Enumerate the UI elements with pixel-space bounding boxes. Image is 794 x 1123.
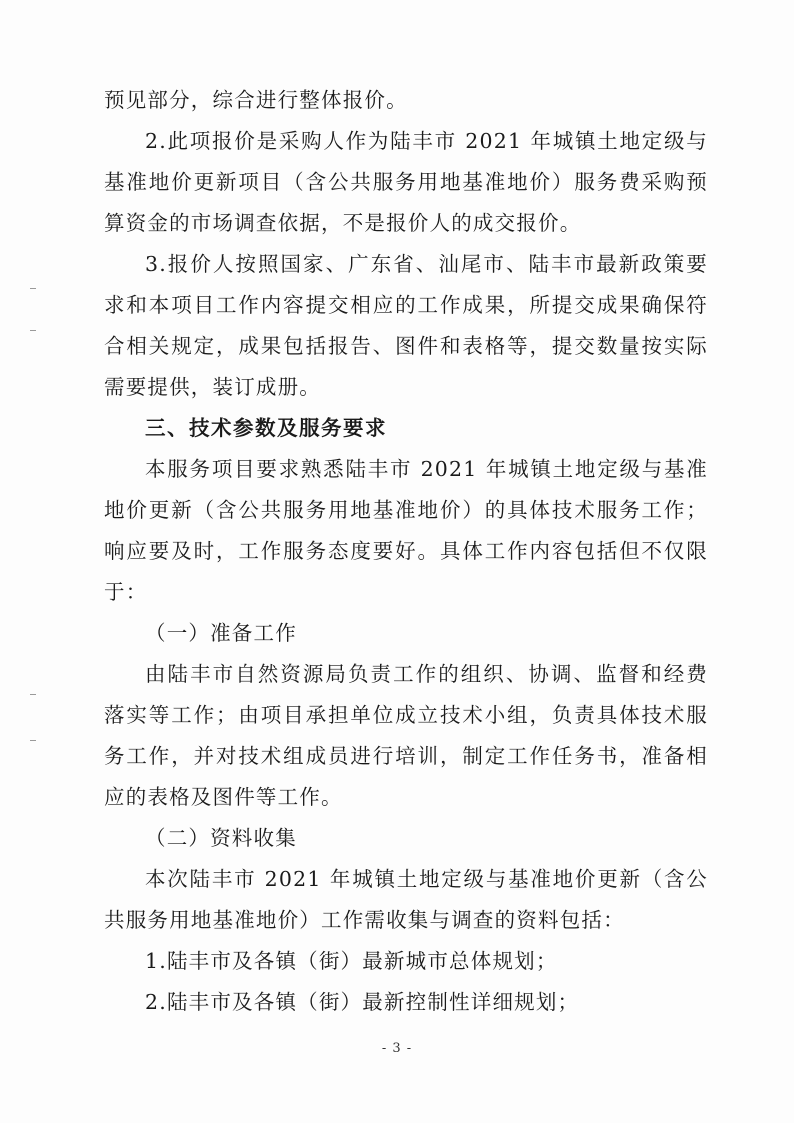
subsection-text-preparation: 由陆丰市自然资源局负责工作的组织、协调、监督和经费落实等工作；由项目承担单位成立技术小组，负责具体技术服务工作，并对技术组成员进行培训，制定工作任务书，准备相应的表格及图件等工作。 (104, 662, 708, 809)
list-item: 2.陆丰市及各镇（街）最新控制性详细规划； (145, 990, 580, 1014)
subsection-title-data-collection: （二）资料收集 (145, 826, 297, 850)
page-number: - 3 - (381, 1041, 413, 1056)
scan-margin-mark (30, 288, 36, 289)
paragraph-continuation: 预见部分，综合进行整体报价。 (104, 88, 408, 112)
paragraph-item-2: 2.此项报价是采购人作为陆丰市 2021 年城镇土地定级与基准地价更新项目（含公共服务用地基准地价）服务费采购预算资金的市场调查依据，不是报价人的成交报价。 (104, 129, 708, 235)
list-item: 1.陆丰市及各镇（街）最新城市总体规划； (145, 949, 558, 973)
subsection-text-data-collection: 本次陆丰市 2021 年城镇土地定级与基准地价更新（含公共服务用地基准地价）工作需收集与调查的资料包括： (104, 867, 708, 932)
section-intro: 本服务项目要求熟悉陆丰市 2021 年城镇土地定级与基准地价更新（含公共服务用地基准地价）的具体技术服务工作；响应要及时，工作服务态度要好。具体工作内容包括但不仅限于： (104, 457, 708, 604)
scan-margin-mark (30, 330, 36, 331)
scan-margin-mark (30, 694, 36, 695)
document-body (104, 80, 708, 1023)
paragraph-item-3: 3.报价人按照国家、广东省、汕尾市、陆丰市最新政策要求和本项目工作内容提交相应的工作成果，所提交成果确保符合相关规定，成果包括报告、图件和表格等，提交数量按实际需要提供，装订成册。 (104, 252, 708, 399)
scan-margin-mark (30, 740, 36, 741)
subsection-title-preparation: （一）准备工作 (145, 621, 297, 645)
section-heading: 三、技术参数及服务要求 (145, 416, 387, 440)
